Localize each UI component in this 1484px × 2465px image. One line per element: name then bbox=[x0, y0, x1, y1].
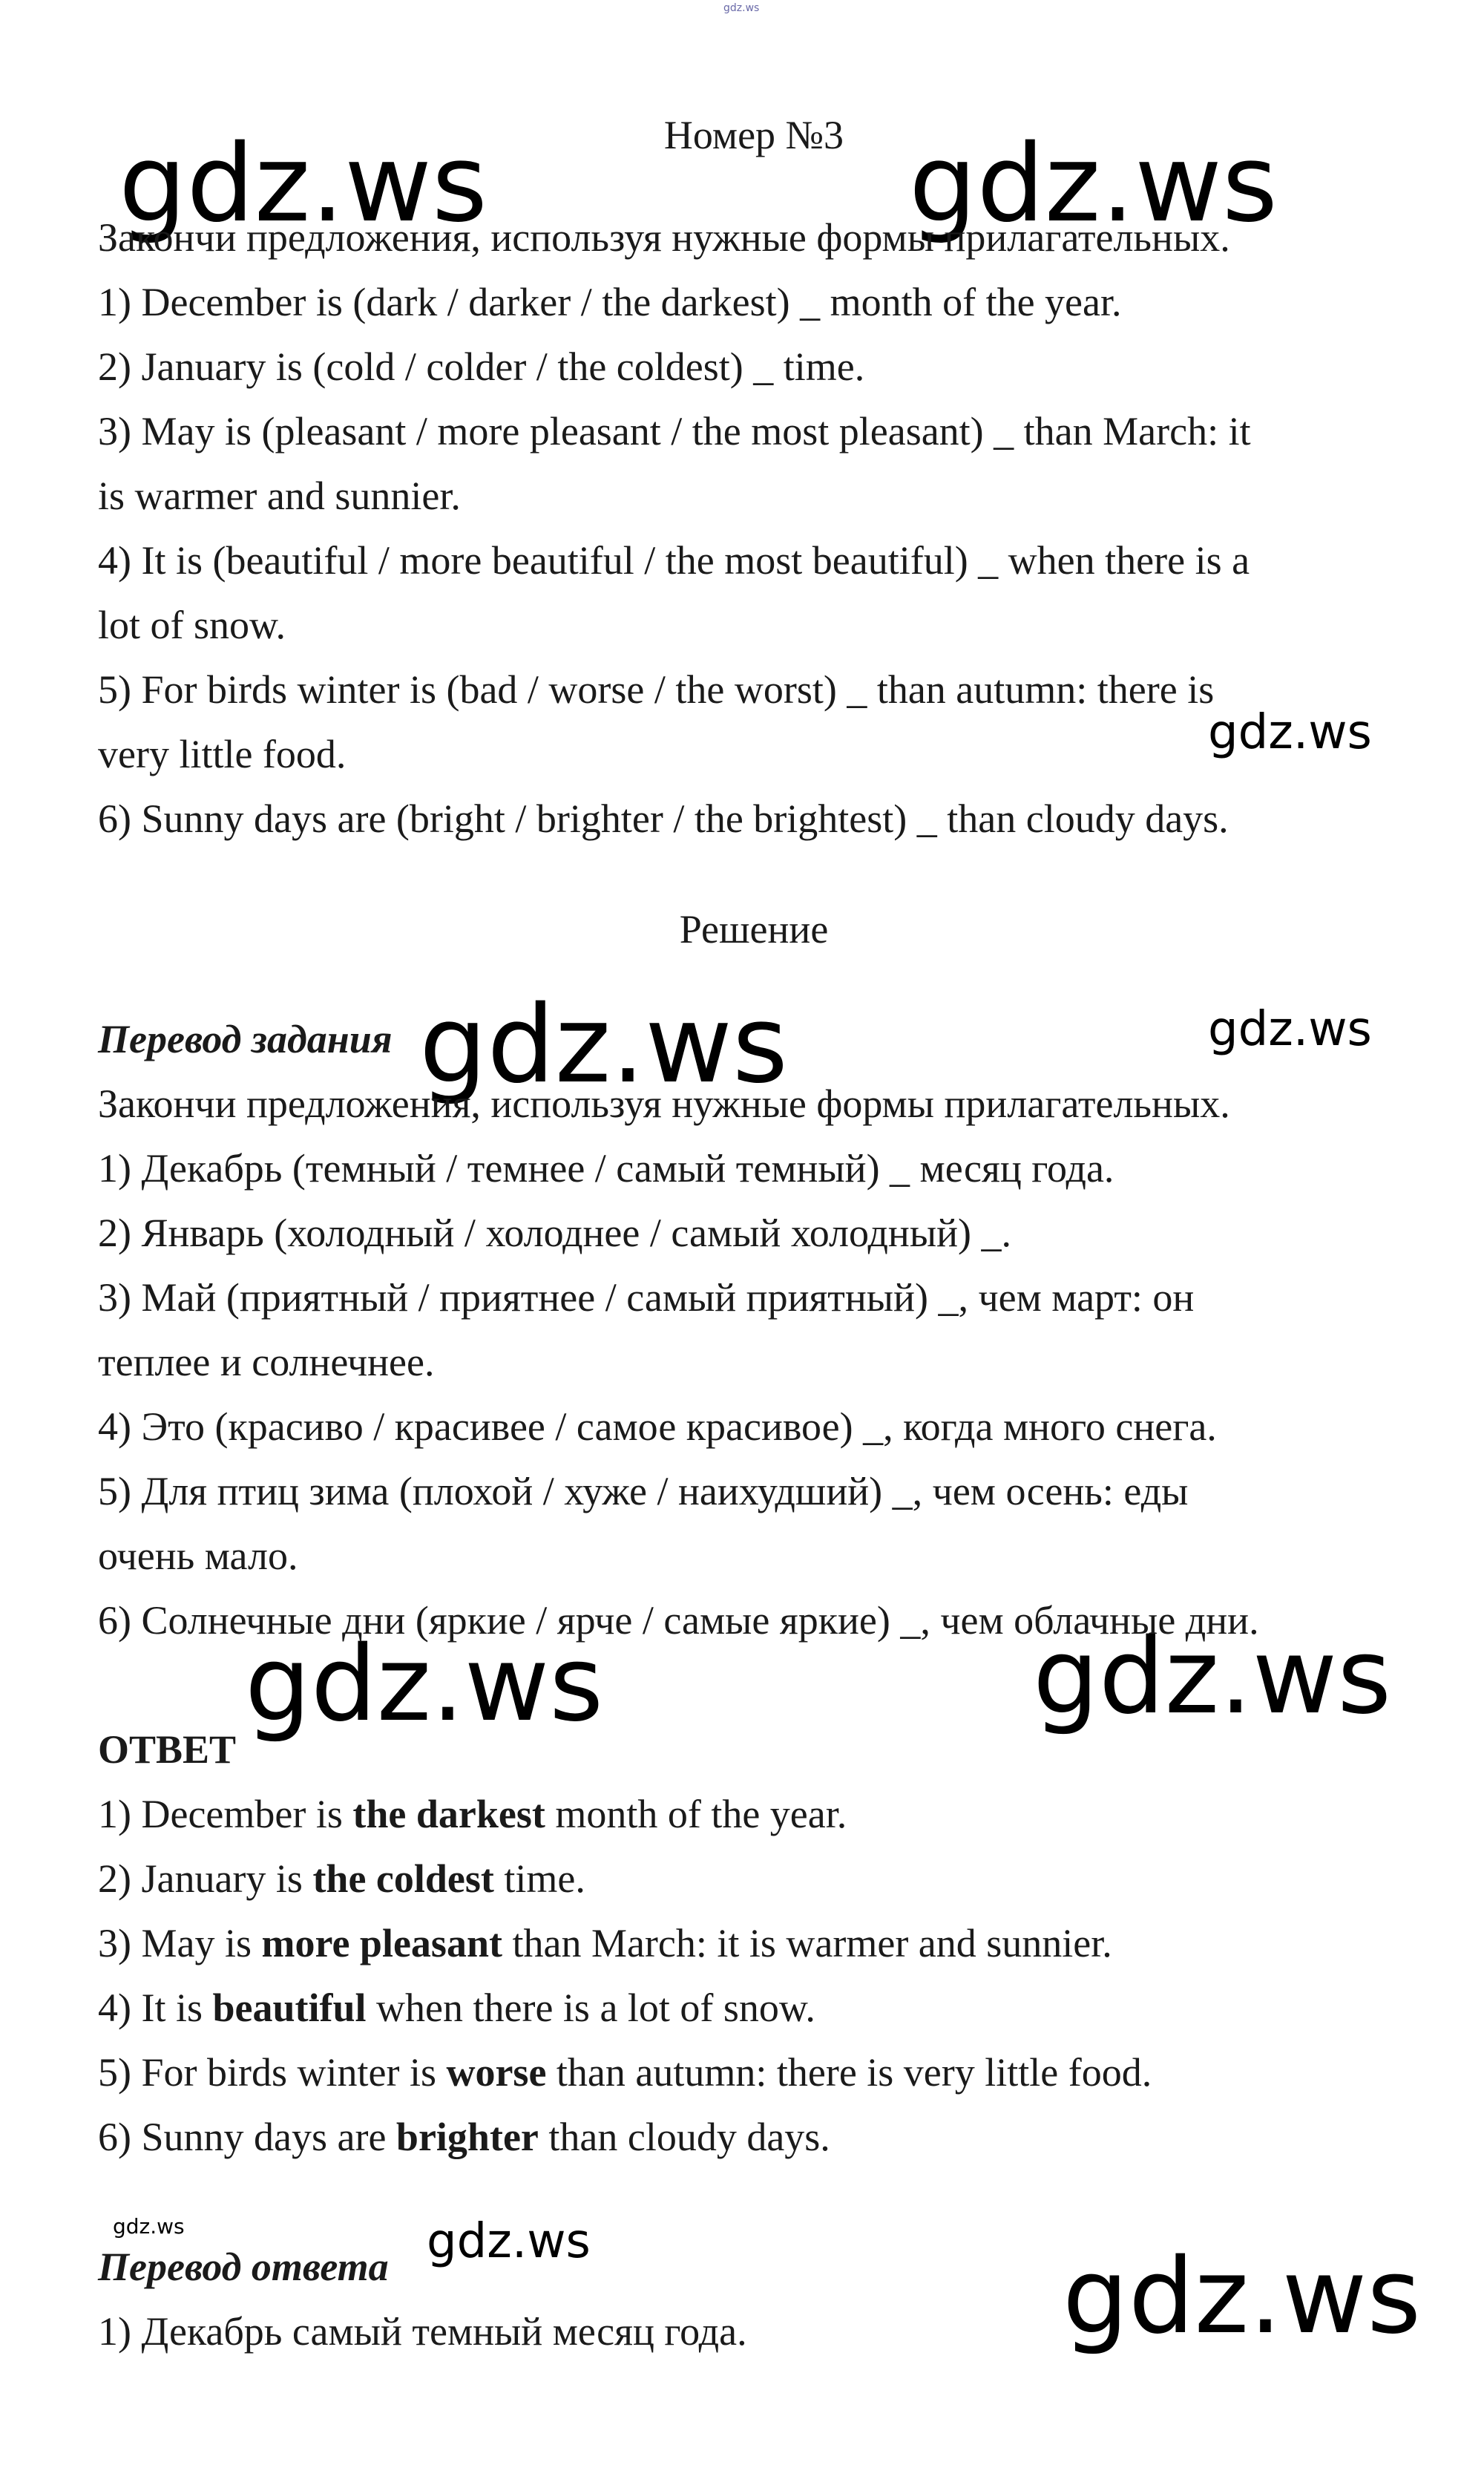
answer-heading: ОТВЕТ bbox=[98, 1727, 237, 1772]
answer-highlight: beautiful bbox=[212, 1986, 367, 2030]
translation-instruction: Закончи предложения, используя нужные формы прилагательных. bbox=[98, 1081, 1230, 1126]
watermark: gdz.ws bbox=[1033, 1617, 1392, 1738]
translation-item: 1) Декабрь (темный / темнее / самый темный) _ месяц года. bbox=[98, 1146, 1114, 1191]
translation-item-continued: теплее и солнечнее. bbox=[98, 1340, 435, 1384]
watermark: gdz.ws bbox=[1063, 2236, 1422, 2357]
answer-highlight: more pleasant bbox=[261, 1921, 502, 1965]
answer-highlight: the coldest bbox=[312, 1856, 494, 1901]
answer-item bbox=[98, 1984, 815, 2032]
watermark: gdz.ws bbox=[113, 2214, 185, 2239]
task-item-continued: lot of snow. bbox=[98, 603, 286, 647]
watermark: gdz.ws bbox=[427, 2214, 591, 2269]
task-item-continued: is warmer and sunnier. bbox=[98, 474, 461, 518]
answer-item bbox=[98, 2113, 830, 2161]
translation-item: 5) Для птиц зима (плохой / хуже / наихудший) _, чем осень: еды bbox=[98, 1469, 1189, 1513]
translation-item: 4) Это (красиво / красивее / самое красивое) _, когда много снега. bbox=[98, 1404, 1217, 1449]
task-item: 4) It is (beautiful / more beautiful / the most beautiful) _ when there is a bbox=[98, 538, 1250, 583]
answer-text: 3) May is bbox=[98, 1921, 262, 1965]
task-item: 3) May is (pleasant / more pleasant / the most pleasant) _ than March: it bbox=[98, 409, 1251, 454]
task-item: 5) For birds winter is (bad / worse / the worst) _ than autumn: there is bbox=[98, 667, 1215, 712]
watermark: gdz.ws bbox=[1208, 705, 1372, 760]
watermark: gdz.ws bbox=[419, 982, 788, 1107]
answer-text: than March: it is warmer and sunnier. bbox=[502, 1921, 1112, 1965]
task-instruction: Закончи предложения, используя нужные формы прилагательных. bbox=[98, 215, 1230, 260]
task-item: 1) December is (dark / darker / the darkest) _ month of the year. bbox=[98, 280, 1122, 324]
translation-item-continued: очень мало. bbox=[98, 1533, 298, 1578]
answer-highlight: the darkest bbox=[352, 1792, 545, 1836]
answer-translation-heading: Перевод ответа bbox=[98, 2245, 389, 2289]
watermark-top-mark: gdz.ws bbox=[723, 2, 760, 14]
translation-item: 2) Январь (холодный / холоднее / самый холодный) _. bbox=[98, 1211, 1011, 1255]
task-item: 6) Sunny days are (bright / brighter / the brightest) _ than cloudy days. bbox=[98, 796, 1229, 841]
answer-text: 2) January is bbox=[98, 1856, 313, 1901]
translation-item: 6) Солнечные дни (яркие / ярче / самые яркие) _, чем облачные дни. bbox=[98, 1598, 1259, 1643]
answer-text: 6) Sunny days are bbox=[98, 2115, 396, 2159]
answer-item bbox=[98, 1919, 1112, 1967]
task-item: 2) January is (cold / colder / the coldest) _ time. bbox=[98, 344, 865, 389]
answer-text: time. bbox=[493, 1856, 585, 1901]
watermark: gdz.ws bbox=[119, 121, 487, 246]
watermark: gdz.ws bbox=[245, 1624, 604, 1745]
answer-text: 4) It is bbox=[98, 1986, 213, 2030]
task-translation-heading: Перевод задания bbox=[98, 1017, 393, 1061]
answer-text: when there is a lot of snow. bbox=[366, 1986, 815, 2030]
answer-text: than autumn: there is very little food. bbox=[546, 2050, 1152, 2095]
task-number-title: Номер №3 bbox=[663, 113, 844, 157]
answer-text: 1) December is bbox=[98, 1792, 353, 1836]
answer-text: 5) For birds winter is bbox=[98, 2050, 447, 2095]
answer-translation-item: 1) Декабрь самый темный месяц года. bbox=[98, 2309, 747, 2354]
answer-item bbox=[98, 1855, 585, 1902]
answer-text: than cloudy days. bbox=[538, 2115, 830, 2159]
task-item-continued: very little food. bbox=[98, 732, 347, 776]
answer-item bbox=[98, 1790, 847, 1838]
solution-title: Решение bbox=[679, 907, 829, 952]
answer-text: month of the year. bbox=[545, 1792, 847, 1836]
watermark: gdz.ws bbox=[909, 121, 1278, 246]
answer-highlight: brighter bbox=[395, 2115, 539, 2159]
translation-item: 3) Май (приятный / приятнее / самый приятный) _, чем март: он bbox=[98, 1275, 1195, 1320]
answer-item bbox=[98, 2049, 1152, 2096]
answer-highlight: worse bbox=[446, 2050, 547, 2095]
watermark: gdz.ws bbox=[1208, 1002, 1372, 1057]
